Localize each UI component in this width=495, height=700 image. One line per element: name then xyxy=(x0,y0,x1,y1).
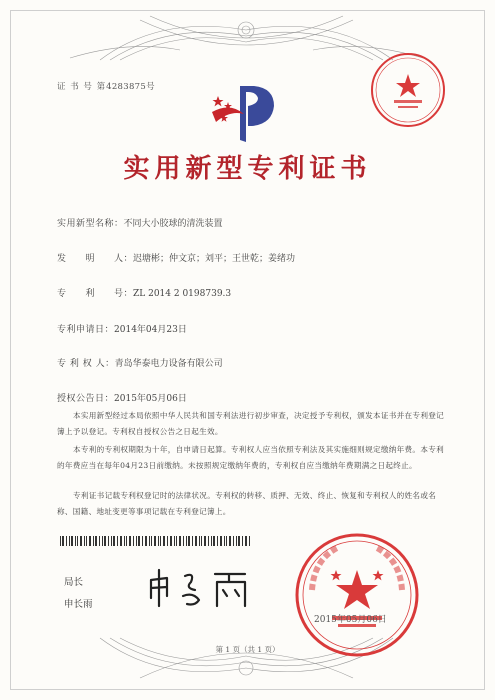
field-label: 专利申请日： xyxy=(57,325,115,335)
certificate-number xyxy=(57,80,156,92)
field-label: 实用新型名称： xyxy=(57,219,124,229)
certificate-title: 实用新型专利证书 xyxy=(123,154,372,184)
signature-name: 申长雨 xyxy=(64,599,93,610)
field-label: 授权公告日： xyxy=(57,394,115,404)
certificate-number-suffix: 号 xyxy=(146,82,156,92)
body-paragraph: 本实用新型经过本局依照中华人民共和国专利法进行初步审查，决定授予专利权，颁发本证书并在专利登记簿上予以登记。专利权自授权公告之日起生效。 xyxy=(57,411,444,436)
field-inventors xyxy=(57,251,295,264)
top-official-seal-stamp xyxy=(368,50,448,130)
body-paragraph: 专利证书记载专利权登记时的法律状况。专利权的转移、质押、无效、终止、恢复和专利权人的姓名或名称、国籍、地址变更等事项记载在专利登记簿上。 xyxy=(57,491,437,516)
field-application-date xyxy=(57,322,187,335)
field-value: 青岛华泰电力设备有限公司 xyxy=(114,359,223,369)
handwritten-signature xyxy=(145,566,255,610)
field-grant-announcement-date xyxy=(57,391,187,404)
certificate-number-value: 4283875 xyxy=(106,82,147,92)
field-patent-number xyxy=(57,286,231,299)
body-paragraph: 本专利的专利权期限为十年，自申请日起算。专利权人应当依照专利法及其实施细则规定缴纳年费。本专利的年费应当在每年04月23日前缴纳。未按照规定缴纳年费的，专利权自应当缴纳年费期满之日起终止。 xyxy=(57,445,444,470)
page-number: 第 1 页（共 1 页） xyxy=(215,645,280,654)
field-label: 专 利 权 人： xyxy=(57,359,115,369)
certificate-number-label: 证 书 号 第 xyxy=(57,82,107,92)
field-value: 2014年04月23日 xyxy=(114,325,187,335)
field-label: 发 明 人： xyxy=(57,254,134,264)
barcode xyxy=(60,536,250,546)
field-value: 不同大小胶球的清洗装置 xyxy=(123,219,223,229)
field-value: ZL 2014 2 0198739.3 xyxy=(133,289,232,299)
patent-office-logo-icon xyxy=(210,82,278,144)
field-value: 迟塘彬；仲文京；刘平；王世乾；姜绪功 xyxy=(133,254,296,264)
field-value: 2015年05月06日 xyxy=(114,394,187,404)
field-label: 专 利 号： xyxy=(57,289,134,299)
field-patentee xyxy=(57,356,223,369)
issue-date-stamp: 2015年05月06日 xyxy=(314,615,387,625)
field-utility-model-name xyxy=(57,216,223,229)
signature-role: 局长 xyxy=(64,577,84,588)
bottom-official-seal-stamp xyxy=(292,530,422,660)
